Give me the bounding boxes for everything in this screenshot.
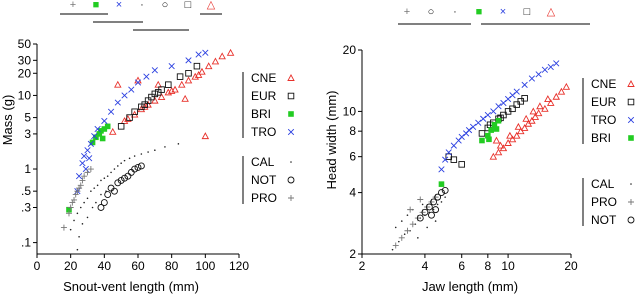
r-point-cne xyxy=(563,84,569,90)
l-point-tro xyxy=(80,160,86,166)
l-sig-symbol-not: ○ xyxy=(161,0,169,11)
l-point-tro xyxy=(196,52,202,58)
l-legend-marker-tro xyxy=(288,129,294,135)
r-point-not xyxy=(428,212,434,218)
r-legend-label-not: NOT xyxy=(591,213,617,227)
r-point-tro xyxy=(459,134,465,140)
r-sig-symbol-cal: · xyxy=(453,6,457,18)
l-legend-label-bri: BRI xyxy=(251,107,272,121)
r-sig-symbol-not: ○ xyxy=(427,6,435,18)
l-y-tick-label: 1 xyxy=(24,162,31,177)
l-point-cal xyxy=(90,190,92,192)
r-point-cal xyxy=(426,227,428,229)
l-series-cal xyxy=(70,143,179,251)
l-point-bri xyxy=(105,124,111,130)
l-point-cne xyxy=(212,58,218,64)
r-legend-label-pro: PRO xyxy=(591,195,618,209)
l-point-cal xyxy=(117,165,119,167)
l-y-tick-label: 10 xyxy=(17,88,31,103)
l-point-pro xyxy=(61,225,67,231)
r-point-tro xyxy=(475,120,481,126)
r-point-eur xyxy=(479,131,485,137)
l-point-eur xyxy=(145,98,151,104)
left-significance-bars xyxy=(60,0,222,30)
r-point-bri xyxy=(439,181,445,187)
r-point-cne xyxy=(507,133,513,139)
r-legend-label-eur: EUR xyxy=(591,95,617,109)
r-point-tro xyxy=(439,167,445,173)
l-point-cal xyxy=(100,194,102,196)
l-legend-marker-eur xyxy=(288,93,294,99)
l-point-cal xyxy=(129,157,131,159)
r-legend-label-cne: CNE xyxy=(591,77,617,91)
r-point-cal xyxy=(392,249,394,251)
left-y-axis-label: Mass (g) xyxy=(0,94,15,146)
r-x-tick-label: 8 xyxy=(484,259,492,273)
r-point-tro xyxy=(451,143,457,149)
r-legend-marker-cne xyxy=(628,81,634,87)
l-series-cne xyxy=(110,50,234,139)
l-point-cne xyxy=(179,82,185,88)
r-point-tro xyxy=(548,64,554,70)
r-point-cne xyxy=(545,96,551,102)
r-point-bri xyxy=(494,126,500,132)
l-point-tro xyxy=(203,50,209,56)
r-point-bri xyxy=(488,127,494,133)
l-point-cne xyxy=(186,77,192,83)
l-point-tro xyxy=(186,58,192,64)
l-point-cal xyxy=(107,175,109,177)
l-point-cal xyxy=(82,223,84,225)
r-point-bri xyxy=(486,136,492,142)
r-point-tro xyxy=(542,67,548,73)
l-legend-marker-cne xyxy=(288,75,294,81)
r-y-tick-label: 10 xyxy=(342,104,356,119)
l-point-tro xyxy=(76,173,82,179)
r-sig-symbol-eur: □ xyxy=(523,6,531,18)
l-point-cal xyxy=(124,160,126,162)
r-point-pro xyxy=(393,243,399,249)
l-point-cal xyxy=(120,162,122,164)
r-point-cne xyxy=(493,138,499,144)
r-series-cne xyxy=(490,84,569,159)
r-point-pro xyxy=(410,221,416,227)
l-point-tro xyxy=(128,87,134,93)
r-point-cal xyxy=(422,204,424,206)
r-point-cal xyxy=(444,196,446,198)
l-point-cal xyxy=(178,143,180,145)
r-point-cal xyxy=(437,204,439,206)
l-point-cne xyxy=(206,63,212,69)
l-sig-symbol-cne: △ xyxy=(206,0,216,11)
r-legend-marker-eur xyxy=(628,99,634,105)
l-point-cal xyxy=(87,217,89,219)
r-x-tick-label: 10 xyxy=(501,259,515,273)
l-legend-marker-bri xyxy=(288,111,294,117)
l-point-cne xyxy=(182,96,188,102)
l-point-tro xyxy=(86,155,92,161)
r-y-tick-label: 8 xyxy=(349,124,356,139)
l-point-cal xyxy=(77,249,79,251)
l-x-tick-label: 20 xyxy=(63,259,78,273)
l-series-not xyxy=(98,163,144,211)
l-sig-symbol-cal: · xyxy=(140,0,144,11)
left-legend xyxy=(243,71,294,205)
l-point-eur xyxy=(118,124,124,130)
l-point-tro xyxy=(108,109,114,115)
l-point-cal xyxy=(97,185,99,187)
right-significance-bars xyxy=(398,6,590,24)
l-sig-symbol-eur: □ xyxy=(184,0,192,11)
r-point-cne xyxy=(522,125,528,130)
l-series-pro xyxy=(61,166,94,231)
r-point-pro xyxy=(407,207,413,213)
l-point-eur xyxy=(177,74,183,80)
l-y-tick-label: 50 xyxy=(17,37,31,51)
l-point-eur xyxy=(166,82,172,88)
l-point-tro xyxy=(122,93,128,99)
r-point-eur xyxy=(459,162,465,168)
l-point-tro xyxy=(169,63,175,69)
l-legend-label-cne: CNE xyxy=(251,71,277,85)
l-point-cal xyxy=(100,180,102,182)
l-point-tro xyxy=(85,147,91,153)
headwidth-vs-jawlength-panel xyxy=(324,6,634,294)
l-x-tick-label: 120 xyxy=(228,259,250,273)
l-point-cal xyxy=(95,202,97,204)
l-point-tro xyxy=(102,118,108,124)
l-point-cal xyxy=(92,207,94,209)
mass-vs-svl-panel xyxy=(0,0,294,294)
l-point-tro xyxy=(152,67,158,73)
l-y-tick-label: 30 xyxy=(17,53,31,68)
l-legend-marker-pro xyxy=(288,195,294,201)
l-legend-marker-cal xyxy=(290,161,292,163)
l-y-tick-label: 5 xyxy=(24,110,31,125)
r-point-cne xyxy=(529,118,535,124)
r-x-tick-label: 6 xyxy=(458,259,466,273)
r-legend-label-tro: TRO xyxy=(591,113,617,127)
r-point-pro xyxy=(417,196,423,202)
l-point-cne xyxy=(155,82,161,88)
l-legend-marker-not xyxy=(288,177,294,183)
r-point-tro xyxy=(505,96,511,102)
l-point-eur xyxy=(194,63,200,69)
l-point-cal xyxy=(78,236,80,238)
right-axes xyxy=(343,43,578,273)
r-legend-label-cal: CAL xyxy=(591,177,615,191)
r-sig-symbol-cne: △ xyxy=(546,6,556,18)
l-point-cne xyxy=(110,129,116,135)
r-y-tick-label: 20 xyxy=(342,43,356,57)
l-point-cal xyxy=(154,149,156,151)
r-point-cal xyxy=(407,214,409,216)
r-point-cal xyxy=(441,201,443,203)
r-x-tick-label: 20 xyxy=(564,259,578,273)
r-x-tick-label: 4 xyxy=(421,259,429,273)
l-y-tick-label: 20 xyxy=(17,66,31,81)
l-point-cal xyxy=(164,146,166,148)
r-y-tick-label: 4 xyxy=(349,185,356,200)
l-point-cal xyxy=(87,197,89,199)
left-x-axis-label: Snout-vent length (mm) xyxy=(63,279,199,294)
l-point-cal xyxy=(147,151,149,153)
l-series-tro xyxy=(75,50,209,194)
l-point-cal xyxy=(70,229,72,231)
r-legend-marker-bri xyxy=(628,135,634,141)
l-x-tick-label: 100 xyxy=(195,259,216,273)
l-point-cal xyxy=(93,187,95,189)
r-point-cne xyxy=(530,108,536,114)
r-point-cal xyxy=(401,220,403,222)
l-sig-symbol-tro: × xyxy=(115,0,123,11)
l-point-not xyxy=(101,200,107,206)
l-point-cne xyxy=(152,98,158,104)
r-point-tro xyxy=(522,82,528,88)
l-point-bri xyxy=(100,136,106,142)
l-point-not xyxy=(128,169,134,175)
r-point-tro xyxy=(529,76,535,82)
r-point-bri xyxy=(496,118,502,124)
r-point-tro xyxy=(480,116,486,122)
l-point-cal xyxy=(114,168,116,170)
l-point-cne xyxy=(219,53,225,59)
left-axes xyxy=(18,37,250,273)
l-legend-label-tro: TRO xyxy=(251,125,277,139)
r-x-tick-label: 2 xyxy=(358,259,366,273)
l-point-cal xyxy=(83,202,85,204)
r-point-cne xyxy=(523,116,529,122)
r-y-tick-label: 2 xyxy=(349,247,356,261)
l-legend-label-pro: PRO xyxy=(251,191,278,205)
l-y-tick-label: 3 xyxy=(24,126,31,141)
r-point-tro xyxy=(536,72,542,78)
l-point-cne xyxy=(115,82,121,88)
r-series-cal xyxy=(392,196,446,250)
l-x-tick-label: 60 xyxy=(131,259,145,273)
r-point-bri xyxy=(479,138,485,144)
l-y-tick-label: .1 xyxy=(20,235,31,250)
l-sig-symbol-bri: ■ xyxy=(92,0,100,11)
right-x-axis-label: Jaw length (mm) xyxy=(421,279,519,294)
r-legend-marker-not xyxy=(628,217,634,223)
r-point-cne xyxy=(532,114,538,120)
r-sig-symbol-bri: ■ xyxy=(475,6,483,18)
l-x-tick-label: 80 xyxy=(164,259,179,273)
left-data-points xyxy=(61,50,234,251)
r-point-cal xyxy=(395,227,397,229)
l-point-cne xyxy=(202,133,208,139)
r-point-cal xyxy=(417,237,419,239)
r-point-cal xyxy=(398,241,400,243)
l-y-tick-label: .3 xyxy=(20,200,31,215)
r-point-tro xyxy=(491,109,497,115)
l-legend-label-cal: CAL xyxy=(251,155,275,169)
l-point-cne xyxy=(228,50,234,56)
r-point-tro xyxy=(501,100,507,106)
r-legend-marker-pro xyxy=(628,199,634,205)
r-point-tro xyxy=(553,61,559,67)
r-series-eur xyxy=(446,95,528,167)
l-point-not xyxy=(105,192,111,198)
r-series-pro xyxy=(393,194,439,248)
l-point-pro xyxy=(88,166,94,172)
l-point-cal xyxy=(141,153,143,155)
l-legend-label-eur: EUR xyxy=(251,89,277,103)
r-y-tick-label: 6 xyxy=(349,149,356,164)
r-point-pro xyxy=(399,235,405,241)
r-point-cal xyxy=(435,220,437,222)
l-point-pro xyxy=(85,169,91,175)
l-x-tick-label: 40 xyxy=(97,259,112,273)
l-point-tro xyxy=(115,100,121,106)
r-point-tro xyxy=(485,112,491,118)
r-point-cne xyxy=(515,124,521,130)
r-point-cne xyxy=(537,103,543,109)
l-point-cal xyxy=(134,155,136,157)
r-legend-marker-tro xyxy=(628,117,634,123)
r-point-tro xyxy=(514,89,520,95)
l-x-tick-label: 0 xyxy=(33,259,41,273)
l-point-tro xyxy=(81,153,87,159)
right-data-points xyxy=(392,61,570,251)
r-legend-marker-cal xyxy=(630,183,632,185)
l-point-cal xyxy=(73,220,75,222)
l-point-tro xyxy=(144,74,150,80)
r-point-cne xyxy=(536,110,542,116)
l-point-eur xyxy=(186,70,192,76)
r-sig-symbol-tro: × xyxy=(499,6,507,18)
r-sig-symbol-pro: + xyxy=(403,6,411,18)
l-point-cal xyxy=(110,172,112,174)
r-point-cal xyxy=(404,233,406,235)
l-point-cal xyxy=(80,207,82,209)
r-point-pro xyxy=(404,228,410,234)
l-series-eur xyxy=(118,63,199,129)
l-legend-label-not: NOT xyxy=(251,173,277,187)
right-y-axis-label: Head width (mm) xyxy=(324,90,339,190)
r-point-tro xyxy=(470,124,476,130)
l-y-tick-label: .5 xyxy=(20,184,31,199)
l-sig-symbol-pro: + xyxy=(69,0,77,11)
l-point-cal xyxy=(77,213,79,215)
r-legend-label-bri: BRI xyxy=(591,131,612,145)
l-point-cal xyxy=(104,177,106,179)
right-legend xyxy=(583,77,634,227)
r-point-tro xyxy=(496,103,502,109)
r-point-tro xyxy=(466,127,472,133)
